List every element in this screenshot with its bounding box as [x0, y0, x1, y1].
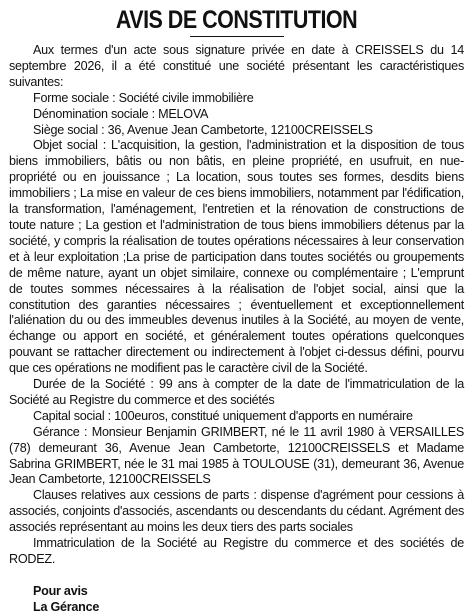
paragraph-share-transfer-clauses: Clauses relatives aux cessions de parts : dispense d'agrément pour cessions à associés, conjoints d'associés, ascendants ou descendants du cédant. Agrément des associés représentant au moins les deux tiers des parts sociales	[9, 488, 464, 535]
paragraph-management: Gérance : Monsieur Benjamin GRIMBERT, né le 11 avril 1980 à VERSAILLES (78) demeurant 36, Avenue Jean Cambetorte, 12100CREISSELS et Madame Sabrina GRIMBERT, née le 31 mai 1985 à TOULOUSE (31), demeurant 36, Avenue Jean Cambetorte, 12100CREISSELS	[9, 424, 464, 487]
paragraph-corporate-purpose: Objet social : L'acquisition, la gestion, l'administration et la disposition de tous biens immobiliers, bâtis ou non bâtis, en pleine propriété, en usufruit, en nue-propriété ou en jouissance ; La location, sous toutes ses formes, desdits biens immobiliers ; La mise en valeur de ces biens immobiliers, notamment par l'édification, la transformation, l'aménagement, l'entretien et la rénovation de constructions de toute nature ; La gestion et l'administration de tous biens immobiliers détenus par la société, y compris la réalisation de toutes opérations nécessaires à leur conservation et à leur exploitation ;La prise de participation dans toutes sociétés ou groupements de même nature, ayant un objet similaire, connexe ou complémentaire ; L'emprunt de toutes sommes nécessaires à la réalisation de l'objet social, ainsi que la constitution des garanties nécessaires ; éventuellement et exceptionnellement l'aliénation du ou des immeubles devenus inutiles à la Société, au moyen de vente, échange ou apport en société, et généralement toutes opérations quelconques pouvant se rattacher directement ou indirectement à l'objet ci-dessus défini, pourvu que ces opérations ne modifient pas le caractère civil de la Société.	[9, 138, 464, 376]
paragraph-preamble: Aux termes d'un acte sous signature privée en date à CREISSELS du 14 septembre 2026, il a été constitué une société présentant les caractéristiques suivantes:	[9, 43, 464, 89]
signature-la-gerance: La Gérance	[33, 599, 100, 614]
signature-pour-avis: Pour avis	[33, 583, 88, 598]
spacer	[9, 568, 464, 584]
paragraph-registration: Immatriculation de la Société au Registre du commerce et des sociétés de RODEZ.	[9, 536, 464, 566]
paragraph-duration: Durée de la Société : 99 ans à compter de la date de l'immatriculation de la Société au Registre du commerce et des sociétés	[9, 377, 464, 407]
paragraph-registered-office: Siège social : 36, Avenue Jean Cambetorte, 12100CREISSELS	[33, 122, 373, 137]
paragraph-legal-form: Forme sociale : Société civile immobilière	[33, 90, 254, 105]
paragraph-share-capital: Capital social : 100euros, constitué uniquement d'apports en numéraire	[33, 408, 413, 423]
notice-title: AVIS DE CONSTITUTION	[115, 6, 358, 34]
notice-body	[9, 43, 464, 616]
paragraph-company-name: Dénomination sociale : MELOVA	[33, 106, 209, 121]
title-underline	[190, 36, 284, 37]
